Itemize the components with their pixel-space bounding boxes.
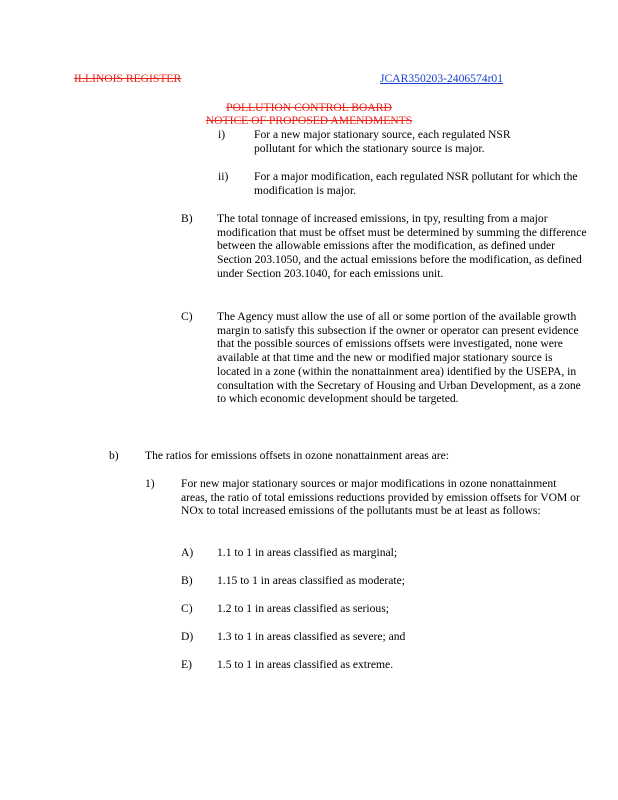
item-label: ii): [218, 170, 229, 183]
item-text: The Agency must allow the use of all or some portion of the available growth margin to satisfy this subsection if the owner or operator can present evidence that the possible sources of emissions offsets were investigated, none were available at that time and the new or modified major stationary source is located in a zone (within the nonattainment area) identified by the USEPA, in consultation with the Secretary of Housing and Urban Development, as a zone to which economic development should be targeted.: [217, 310, 581, 406]
item-text: 1.2 to 1 in areas classified as serious;: [217, 602, 389, 615]
item-text: For a new major stationary source, each regulated NSR pollutant for which the stationary source is major.: [254, 128, 511, 155]
item-label: A): [181, 546, 194, 559]
item-label: E): [181, 658, 192, 671]
item-label: C): [181, 310, 193, 323]
item-label: 1): [145, 477, 155, 490]
item-text: 1.15 to 1 in areas classified as moderate;: [217, 574, 406, 587]
notice-title: NOTICE OF PROPOSED AMENDMENTS: [205, 114, 413, 127]
item-label: i): [218, 128, 226, 141]
item-text: 1.5 to 1 in areas classified as extreme.: [217, 658, 394, 671]
item-text: The total tonnage of increased emissions, in tpy, resulting from a major modification that must be offset must be determined by summing the difference between the allowable emissions after the modification, as defined under Section 203.1050, and the actual emissions before the modification, as defined under Section 203.1040, for each emissions unit.: [217, 212, 587, 280]
board-title: POLLUTION CONTROL BOARD: [226, 101, 392, 114]
item-text: For a major modification, each regulated NSR pollutant for which the modification is major.: [254, 170, 578, 197]
item-label: D): [181, 630, 194, 643]
document-id: JCAR350203-2406574r01: [380, 72, 504, 85]
item-label: B): [181, 574, 193, 587]
item-text: The ratios for emissions offsets in ozone nonattainment areas are:: [145, 449, 450, 462]
item-label: B): [181, 212, 193, 225]
item-text: 1.3 to 1 in areas classified as severe; and: [217, 630, 406, 643]
item-label: C): [181, 602, 193, 615]
register-header: ILLINOIS REGISTER: [74, 72, 182, 85]
item-label: b): [109, 449, 119, 462]
item-text: 1.1 to 1 in areas classified as marginal;: [217, 546, 398, 559]
item-text: For new major stationary sources or major modifications in ozone nonattainment areas, the ratio of total emissions reductions provided by emission offsets for VOM or NOx to total increased emissions of the pollutants must be at least as follows:: [181, 477, 580, 518]
